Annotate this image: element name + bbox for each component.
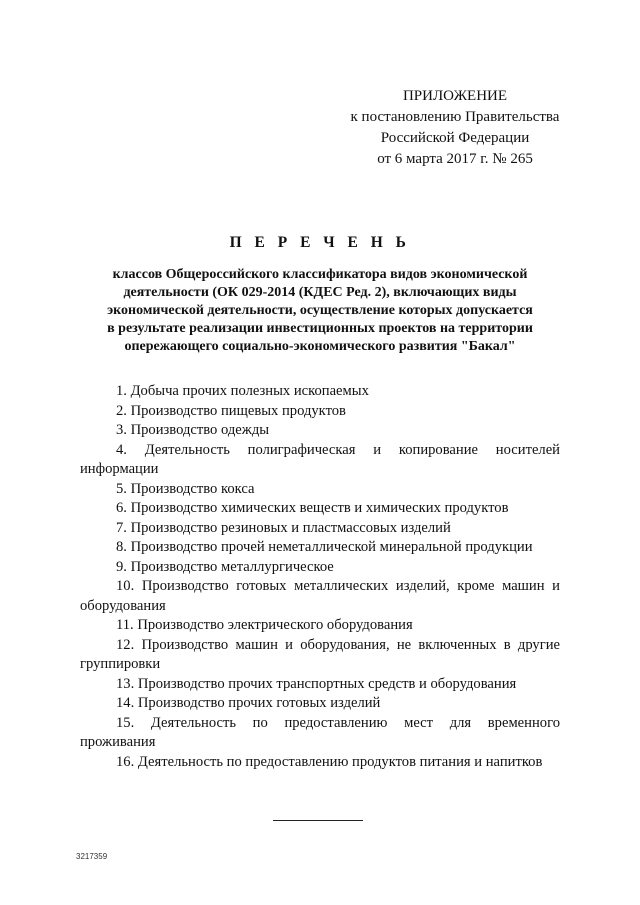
list-item: 4. Деятельность полиграфическая и копирование носителей информации [80,441,560,477]
list-heading [80,232,560,356]
list-item: 9. Производство металлургическое [116,558,334,575]
list-item: 3. Производство одежды [116,422,270,438]
heading-subtitle-line: опережающего социально-экономического развития "Бакал" [124,339,516,354]
list-item: 8. Производство прочей неметаллической минеральной продукции [116,539,533,555]
heading-subtitle [80,266,560,356]
list-item: 6. Производство химических веществ и химических продуктов [116,500,509,516]
activity-list [80,382,560,772]
appendix-line-date-number: от 6 марта 2017 г. № 265 [377,151,533,167]
appendix-line-resolution: к постановлению Правительства [350,109,560,125]
list-item: 14. Производство прочих готовых изделий [116,695,381,711]
list-item: 1. Добыча прочих полезных ископаемых [116,383,369,399]
heading-subtitle-line: классов Общероссийского классификатора видов экономической [112,267,528,282]
list-item: 13. Производство прочих транспортных средств и оборудования [116,675,517,692]
list-item: 11. Производство электрического оборудования [116,617,413,633]
heading-subtitle-line: экономической деятельности, осуществление которых допускается [107,303,533,318]
appendix-block [330,86,580,170]
heading-subtitle-line: в результате реализации инвестиционных проектов на территории [107,321,533,336]
heading-title: П Е Р Е Ч Е Н Ь [229,234,411,251]
heading-subtitle-line: деятельности (ОК 029-2014 (КДЕС Ред. 2), включающих виды [123,285,517,300]
closing-rule [273,820,363,821]
list-item: 12. Производство машин и оборудования, не включенных в другие группировки [80,636,560,672]
list-item: 2. Производство пищевых продуктов [116,402,346,419]
list-item: 7. Производство резиновых и пластмассовых изделий [116,519,451,536]
list-item: 15. Деятельность по предоставлению мест для временного проживания [80,714,560,750]
list-item: 16. Деятельность по предоставлению продуктов питания и напитков [116,753,543,770]
appendix-line-federation: Российской Федерации [380,130,530,146]
appendix-title: ПРИЛОЖЕНИЕ [402,88,508,104]
list-item: 5. Производство кокса [116,480,255,497]
list-item: 10. Производство готовых металлических изделий, кроме машин и оборудования [80,578,560,614]
document-number: 3217359 [76,852,108,861]
